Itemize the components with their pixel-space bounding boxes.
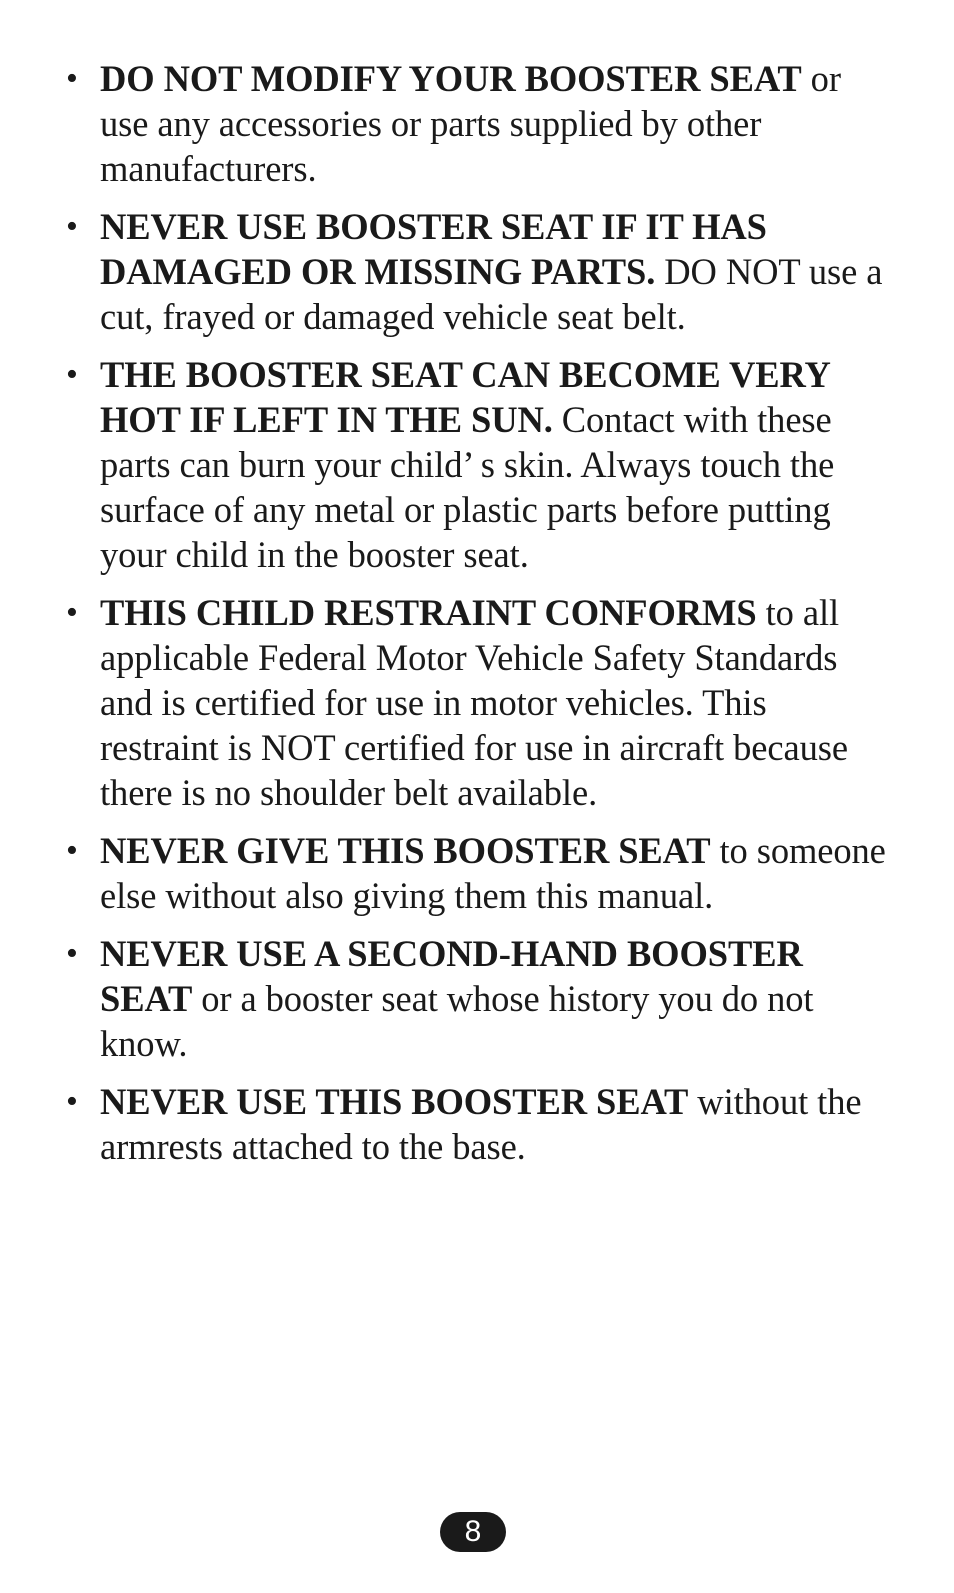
warning-text: to all applicable Federal Motor Vehicle Safety Standards and is certified for use in motor vehicles. This restraint is NOT certified for use in aircraft because there is no shoulder belt available. bbox=[100, 592, 848, 813]
warning-item-armrests bbox=[0, 1079, 954, 1169]
warning-item-conforms bbox=[0, 590, 954, 815]
bullet-icon: • bbox=[66, 594, 78, 631]
warning-item-give-away bbox=[0, 828, 954, 918]
bullet-icon: • bbox=[66, 832, 78, 869]
warning-text: or use any accessories or parts supplied by other manufacturers. bbox=[100, 58, 841, 189]
bullet-icon: • bbox=[66, 1083, 78, 1120]
warning-heading: DO NOT MODIFY YOUR BOOSTER SEAT bbox=[100, 58, 802, 99]
warning-text: or a booster seat whose history you do not know. bbox=[100, 978, 814, 1064]
warning-text: Contact with these parts can burn your child’ s skin. Always touch the surface of any metal or plastic parts before putting your child in the booster seat. bbox=[100, 399, 835, 575]
warning-item-damaged-parts bbox=[0, 204, 954, 339]
warning-item-second-hand bbox=[0, 931, 954, 1066]
bullet-icon: • bbox=[66, 208, 78, 245]
warning-text: without the armrests attached to the base. bbox=[100, 1081, 862, 1167]
warning-heading: NEVER USE THIS BOOSTER SEAT bbox=[100, 1081, 689, 1122]
page-number-badge: 8 bbox=[440, 1512, 506, 1552]
warning-text: DO NOT use a cut, frayed or damaged vehicle seat belt. bbox=[100, 251, 883, 337]
bullet-icon: • bbox=[66, 356, 78, 393]
bullet-icon: • bbox=[66, 60, 78, 97]
warning-heading: THE BOOSTER SEAT CAN BECOME VERY HOT IF LEFT IN THE SUN. bbox=[100, 354, 830, 440]
warnings-list bbox=[0, 56, 954, 1182]
bullet-icon: • bbox=[66, 935, 78, 972]
warning-heading: NEVER USE BOOSTER SEAT IF IT HAS DAMAGED OR MISSING PARTS. bbox=[100, 206, 767, 292]
warning-heading: THIS CHILD RESTRAINT CONFORMS bbox=[100, 592, 757, 633]
warning-heading: NEVER GIVE THIS BOOSTER SEAT bbox=[100, 830, 711, 871]
warning-text: to someone else without also giving them this manual. bbox=[100, 830, 886, 916]
warning-item-hot-in-sun bbox=[0, 352, 954, 577]
warning-item-do-not-modify bbox=[0, 56, 954, 191]
warning-heading: NEVER USE A SECOND-HAND BOOSTER SEAT bbox=[100, 933, 803, 1019]
